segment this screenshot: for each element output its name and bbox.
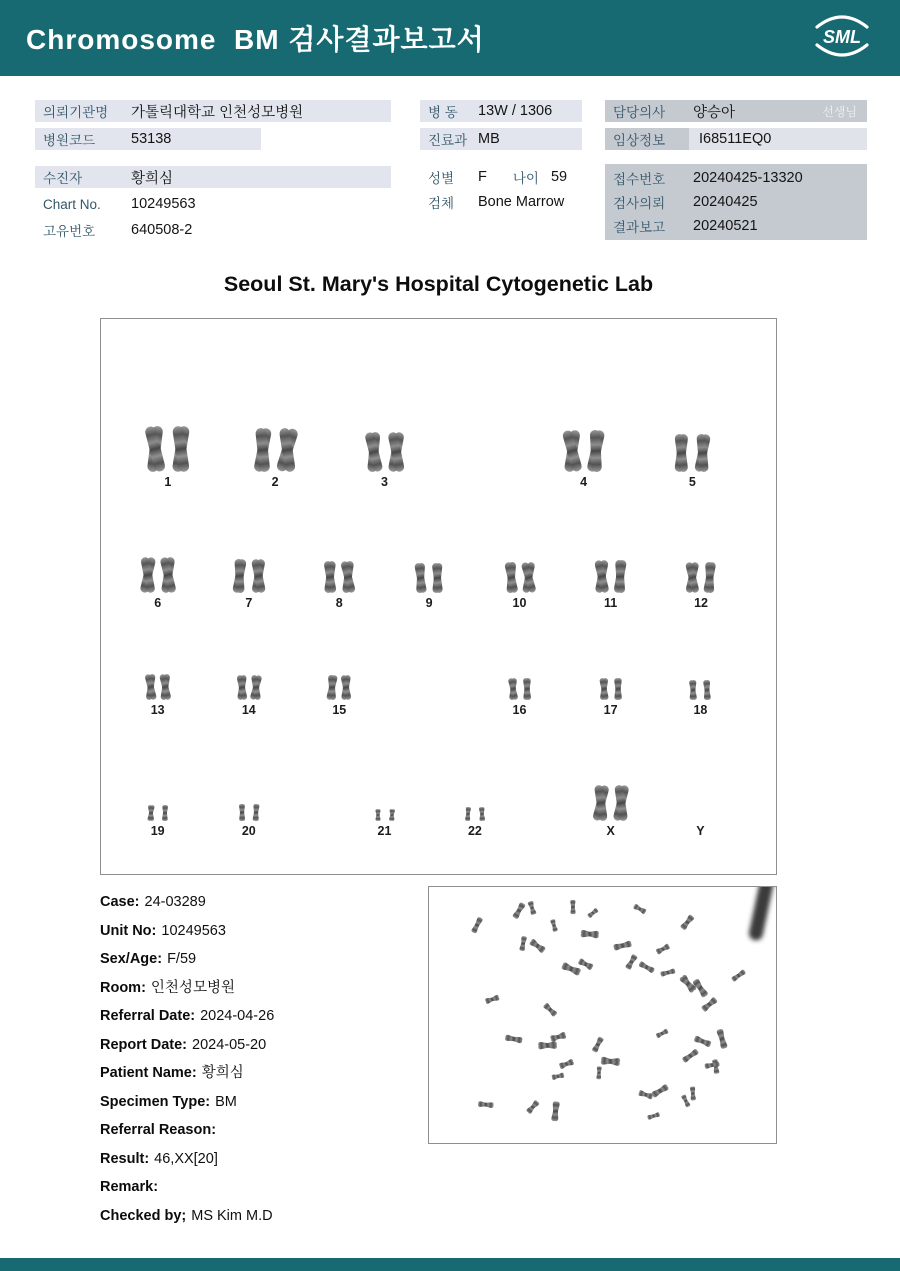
chromosome-pair [318, 672, 360, 703]
field-label: 임상정보 [605, 128, 689, 150]
sml-logo [810, 12, 874, 65]
chromosome-label: 20 [241, 824, 256, 838]
field-label: 수진자 [43, 171, 83, 186]
field-doctor [605, 100, 867, 122]
report-field-case [100, 893, 430, 911]
report-field-patient-name [100, 1064, 430, 1082]
chromosome-pair [495, 559, 544, 596]
header-bar [0, 0, 900, 76]
field-label: 고유번호 [43, 224, 96, 239]
field-value: 가톨릭대학교 인천성모병원 [131, 104, 304, 121]
field-request-date [605, 190, 867, 214]
chromosome-label: 2 [271, 475, 279, 489]
chromosome-pair [134, 423, 201, 475]
chromosome-label: 3 [381, 475, 388, 489]
chromosome-group-10 [495, 559, 544, 611]
field-value: F/59 [167, 951, 197, 967]
field-value: MB [478, 131, 500, 147]
chromosome-pair [228, 672, 270, 703]
field-receipt-no [605, 166, 867, 190]
report-field-report-date [100, 1036, 430, 1054]
field-label: 검체 [428, 196, 455, 211]
field-value: 황희심 [201, 1065, 244, 1081]
chromosome-label: 13 [150, 703, 165, 717]
field-label: Referral Reason: [100, 1122, 217, 1138]
chromosome-label: 15 [332, 703, 347, 717]
chromosome-label: 21 [377, 824, 392, 838]
field-label: 접수번호 [613, 172, 666, 187]
chromosome-label: 7 [245, 596, 253, 610]
chromosome-pair [583, 782, 638, 824]
field-value: 10249563 [131, 196, 196, 212]
field-label: 담당의사 [613, 105, 666, 120]
chromosome-pair [552, 427, 614, 475]
field-value: F [478, 169, 487, 185]
chromosome-group-18 [682, 677, 718, 718]
field-label: Result: [100, 1150, 150, 1167]
field-value: 53138 [131, 131, 172, 147]
chromosome-label: 8 [335, 596, 343, 610]
field-label: 검사의뢰 [613, 196, 666, 211]
chromosome-pair [676, 559, 725, 596]
field-label: Case: [100, 894, 140, 910]
field-label: 나이 [512, 171, 539, 186]
field-label: Sex/Age: [100, 951, 163, 967]
chromosome-label: 6 [154, 596, 162, 610]
field-department [420, 128, 582, 150]
chromosome-pair [460, 804, 490, 824]
chromosome-group-22 [460, 804, 490, 839]
field-value: 황희심 [131, 170, 174, 187]
report-field-result [100, 1150, 430, 1168]
lab-title: Seoul St. Mary's Hospital Cytogenetic Lab [223, 272, 654, 296]
field-label: Room: [100, 979, 146, 996]
chromosome-group-X [583, 782, 638, 839]
chromosome-label: 22 [467, 824, 482, 838]
field-value: 인천성모병원 [150, 979, 235, 996]
field-patient [35, 166, 391, 188]
chromosome-group-4 [552, 427, 614, 490]
metaphase-spread-svg [429, 887, 776, 1143]
field-label: Remark: [100, 1179, 159, 1195]
field-value: 640508-2 [131, 222, 193, 238]
chromosome-label: 1 [164, 475, 172, 489]
chromosome-label: 5 [688, 475, 696, 489]
report-fields [100, 893, 430, 1235]
field-suffix: 선생님 [822, 104, 857, 119]
chromosome-pair [370, 806, 400, 824]
field-value: 10249563 [161, 922, 226, 939]
field-label: 진료과 [428, 133, 468, 148]
chromosome-group-15 [318, 672, 360, 718]
report-field-referral-reason [100, 1121, 430, 1139]
page-title: Chromosome BM 검사결과보고서 [26, 24, 485, 55]
field-label: 병원코드 [43, 133, 96, 148]
chromosome-group-20 [233, 801, 265, 839]
chromosome-pair [682, 677, 718, 703]
sml-logo-icon [810, 12, 874, 60]
chromosome-label: 17 [603, 703, 618, 717]
field-value: 2024-05-20 [192, 1036, 267, 1053]
chromosome-label: 10 [512, 596, 527, 610]
chromosome-group-8 [314, 558, 364, 611]
chromosome-group-12 [676, 559, 725, 611]
chromosome-pair [591, 675, 629, 703]
chromosome-label: 4 [580, 475, 588, 489]
field-value: 양승아 [693, 104, 736, 121]
chromosome-label: 12 [694, 596, 709, 610]
report-field-unit-no [100, 922, 430, 940]
chromosome-pair [136, 671, 179, 703]
chromosome-label: 19 [150, 824, 165, 838]
chromosome-group-17 [591, 675, 629, 718]
field-label: Unit No: [100, 922, 157, 939]
field-value: 2024-04-26 [200, 1008, 275, 1024]
chromosome-label: 14 [241, 703, 256, 717]
field-ward [420, 100, 582, 122]
chromosome-group-1 [134, 423, 201, 490]
field-chart-no [35, 193, 391, 215]
field-unique-no [35, 219, 391, 241]
field-requesting-org [35, 100, 391, 122]
field-value: MS Kim M.D [191, 1207, 273, 1224]
chromosome-pair [243, 425, 308, 475]
chromosome-pair [130, 554, 185, 596]
chromosome-pair [585, 557, 637, 596]
chromosome-group-5 [664, 431, 722, 490]
field-value: I68511EQ0 [689, 128, 867, 150]
report-field-room [100, 979, 430, 997]
chromosome-group-9 [405, 560, 453, 611]
field-label: Report Date: [100, 1036, 188, 1053]
chromosome-pair [233, 801, 265, 824]
chromosome-group-13 [136, 671, 179, 718]
field-value: 20240521 [693, 218, 758, 234]
chromosome-pair [500, 675, 538, 703]
field-label: Patient Name: [100, 1065, 197, 1081]
chromosome-pair [314, 558, 364, 596]
chromosome-pair [355, 429, 415, 475]
chromosome-pair [222, 556, 275, 596]
chromosome-label: X [606, 824, 615, 838]
field-label: Chart No. [43, 196, 101, 212]
field-value: 46,XX[20] [154, 1150, 218, 1167]
field-label: 의뢰기관명 [43, 105, 109, 120]
chromosome-pair [142, 802, 173, 824]
chromosome-group-7 [222, 556, 275, 611]
field-label: Referral Date: [100, 1008, 196, 1024]
field-value: Bone Marrow [478, 194, 565, 210]
report-field-sex-age [100, 950, 430, 968]
field-value: 20240425 [693, 194, 758, 210]
chromosome-label: 18 [693, 703, 708, 717]
report-field-checked-by [100, 1207, 430, 1225]
sml-logo-text: SML [823, 26, 861, 47]
chromosome-group-2 [243, 425, 308, 490]
field-value: 24-03289 [144, 894, 206, 910]
chromosome-group-16 [500, 675, 538, 718]
chromosome-group-14 [228, 672, 270, 718]
chromosome-pair [664, 431, 722, 475]
field-value: 13W / 1306 [478, 103, 553, 119]
field-report-date [605, 214, 867, 238]
metaphase-spread-image [428, 886, 777, 1144]
field-block-dates [605, 164, 867, 240]
chromosome-label: 11 [604, 596, 618, 610]
field-clinical-info [605, 128, 867, 150]
chromosome-group-3 [355, 429, 415, 490]
chromosome-pair [405, 560, 453, 596]
field-value: 59 [550, 169, 568, 185]
chromosome-group-Y [696, 824, 704, 839]
chromosome-group-11 [585, 557, 637, 611]
footer-bar [0, 1258, 900, 1271]
field-label: 성별 [428, 171, 455, 186]
report-field-remark [100, 1178, 430, 1196]
field-label: 병 동 [428, 105, 458, 120]
field-label: Checked by; [100, 1207, 187, 1224]
chromosome-group-6 [130, 554, 185, 611]
report-field-specimen-type [100, 1093, 430, 1111]
karyotype-image [100, 318, 777, 875]
field-label: Specimen Type: [100, 1093, 211, 1110]
chromosome-label: 16 [512, 703, 527, 717]
chromosome-label: Y [696, 824, 705, 838]
report-field-referral-date [100, 1007, 430, 1025]
chromosome-group-19 [142, 802, 173, 839]
chromosome-group-21 [370, 806, 400, 839]
field-hospital-code [35, 128, 261, 150]
field-value: BM [215, 1093, 237, 1110]
field-value: 20240425-13320 [693, 170, 803, 186]
field-label: 결과보고 [613, 220, 666, 235]
chromosome-label: 9 [425, 596, 433, 610]
